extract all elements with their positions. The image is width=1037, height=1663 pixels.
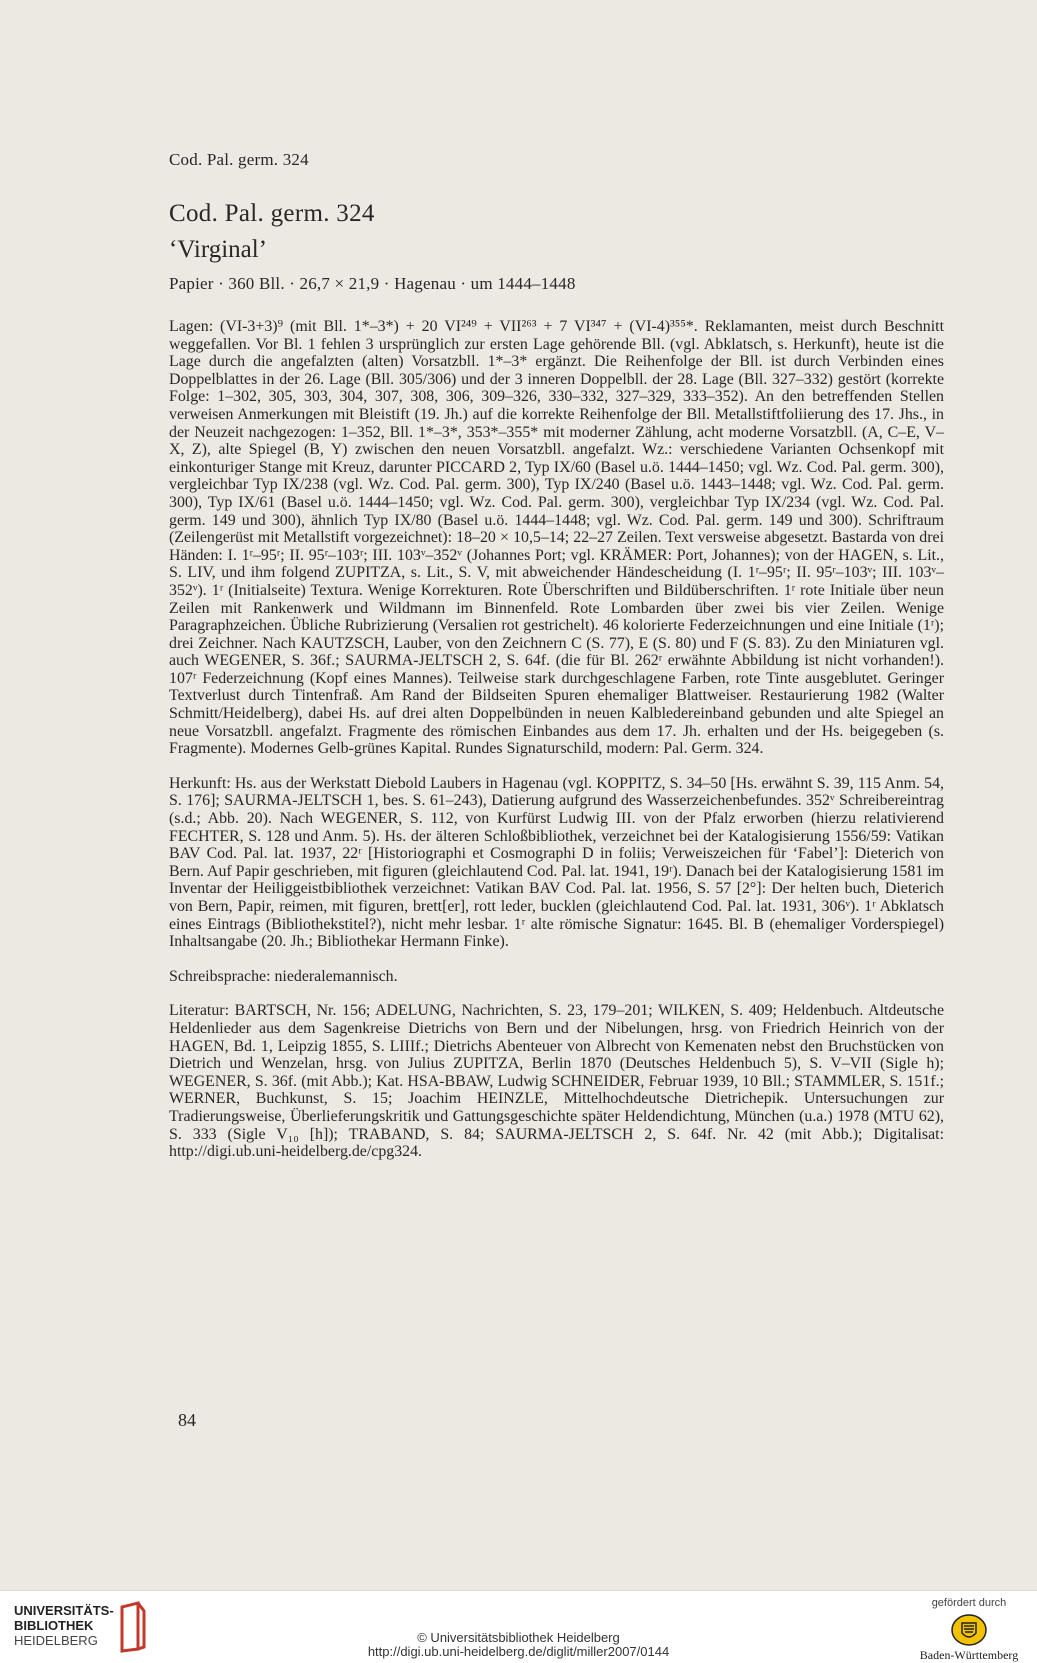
entry-heading [169, 200, 949, 294]
permalink-url[interactable]: http://digi.ub.uni-heidelberg.de/diglit/miller2007/0144 [367, 1644, 670, 1659]
copyright-notice: © Universitätsbibliothek Heidelberg [417, 1630, 620, 1645]
library-name-line3: HEIDELBERG [14, 1633, 98, 1648]
library-name-line1: UNIVERSITÄTS- [14, 1603, 114, 1618]
sponsor-label: gefördert durch [931, 1597, 1007, 1609]
manuscript-signature: Cod. Pal. germ. 324 [169, 200, 375, 227]
running-head: Cod. Pal. germ. 324 [169, 150, 309, 169]
codicology-paragraph: Lagen: (VI-3+3)⁹ (mit Bll. 1*–3*) + 20 VI²⁴⁹ + VII²⁶³ + 7 VI³⁴⁷ + (VI-4)³⁵⁵*. Reklamanten, meist durch Beschnitt weggefallen. Vor Bl. 1 fehlen 3 ursprünglich zur ersten Lage gehörende Bll. (vgl. Abklatsch, s. Herkunft), heute ist die Lage durch die angefalzten (alten) Vorsatzbll. 1*–3* ergänzt. Die Reihenfolge der Bll. ist durch Verbinden eines Doppelblattes in der 26. Lage (Bll. 305/306) und der 3 inneren Doppelbll. der 28. Lage (Bll. 327–332) gestört (korrekte Folge: 1–302, 305, 303, 304, 307, 308, 306, 309–326, 330–332, 327–329, 333–352). An den betreffenden Stellen verweisen Anmerkungen mit Bleistift (19. Jh.) auf die korrekte Reihenfolge der Bll. Metallstiftfoliierung des 17. Jhs., in der Neuzeit nachgezogen: 1–352, Bll. 1*–3*, 353*–355* mit moderner Zählung, acht moderne Vorsatzbll. (A, C–E, V–X, Z), alte Spiegel (B, Y) zwischen den neuen Vorsatzbll. angefalzt. Wz.: verschiedene Varianten Ochsenkopf mit einkonturiger Stange mit Kreuz, darunter PICCARD 2, Typ IX/60 (Basel u.ö. 1444–1450; vgl. Wz. Cod. Pal. germ. 300), vergleichbar Typ IX/238 (vgl. Wz. Cod. Pal. germ. 300), Typ IX/240 (Basel u.ö. 1443–1448; vgl. Wz. Cod. Pal. germ. 300), Typ IX/61 (Basel u.ö. 1444–1450; vgl. Wz. Cod. Pal. germ. 300), vergleichbar Typ IX/234 (vgl. Wz. Cod. Pal. germ. 149 und 300), ähnlich Typ IX/80 (Basel u.ö. 1444–1448; vgl. Wz. Cod. Pal. germ. 149 und 300). Schriftraum (Zeilengerüst mit Metallstift vorgezeichnet): 18–20 × 10,5–14; 22–27 Zeilen. Text versweise abgesetzt. Bastarda von drei Händen: I. 1ʳ–95ʳ; II. 95ʳ–103ʳ; III. 103ᵛ–352ᵛ (Johannes Port; vgl. KRÄMER: Port, Johannes); von der HAGEN, s. Lit., S. LIV, und ihm folgend ZUPITZA, s. Lit., S. V, mit abweichender Händescheidung (I. 1ʳ–95ʳ; II. 95ʳ–103ᵛ; III. 103ᵛ–352ᵛ). 1ʳ (Initialseite) Textura. Wenige Korrekturen. Rote Überschriften und Bildüberschriften. 1ʳ rote Initiale über neun Zeilen mit Rankenwerk und Wildmann im Binnenfeld. Rote Lombarden über zwei bis vier Zeilen. Wenige Paragraphzeichen. Übliche Rubrizierung (Versalien rot gestrichelt). 46 kolorierte Federzeichnungen und eine Initiale (1ʳ); drei Zeichner. Nach KAUTZSCH, Lauber, von den Zeichnern C (S. 77), E (S. 80) und F (S. 83). Zu den Miniaturen vgl. auch WEGENER, S. 36f.; SAURMA-JELTSCH 2, S. 64f. (die für Bl. 262ʳ erwähnte Abbildung ist nicht vorhanden!). 107ʳ Federzeichnung (Kopf eines Mannes). Teilweise stark durchgeschlagene Farben, rote Tinte ausgeblutet. Geringer Textverlust durch Tintenfraß. Am Rand der Bildseiten Spuren ehemaliger Blattweiser. Restaurierung 1982 (Walter Schmitt/Heidelberg), dabei Hs. auf drei alten Doppelbünden in neuen Kalbledereinband gebunden und alte Spiegel an neue Vorsatzbll. angefalzt. Fragmente des römischen Einbandes aus dem 17. Jh. erhalten und der Hs. beigegeben (s. Fragmente). Modernes Gelb-grünes Kapital. Rundes Signaturschild, modern: Pal. Germ. 324. [169, 318, 944, 758]
page-number: 84 [178, 1410, 196, 1430]
library-name-line2: BIBLIOTHEK [14, 1618, 94, 1633]
sponsor-block[interactable] [909, 1597, 1029, 1663]
literature-paragraph: Literatur: BARTSCH, Nr. 156; ADELUNG, Nachrichten, S. 23, 179–201; WILKEN, S. 409; Heldenbuch. Altdeutsche Heldenlieder aus dem Sagenkreise Dietrichs von Bern und der Nibelungen, hrsg. von Friedrich Heinrich von der HAGEN, Bd. 1, Leipzig 1855, S. LIIIf.; Dietrichs Abenteuer von Albrecht von Kemenaten nebst den Bruchstücken von Dietrich und Wenzelan, hrsg. von Julius ZUPITZA, Berlin 1870 (Deutsches Heldenbuch 5), S. V–VII (Sigle h); WEGENER, S. 36f. (mit Abb.); Kat. HSA-BBAW, Ludwig SCHNEIDER, Februar 1939, 10 Bll.; STAMMLER, S. 151f.; WERNER, Buchkunst, S. 15; Joachim HEINZLE, Mittelhochdeutsche Dietrichepik. Untersuchungen zur Tradierungsweise, Überlieferungskritik und Gattungsgeschichte später Heldendichtung, München (u.a.) 1978 (MTU 62), S. 333 (Sigle V₁₀ [h]); TRABAND, S. 84; SAURMA-JELTSCH 2, S. 64f. Nr. 42 (mit Abb.); Digitalisat: http://digi.ub.uni-heidelberg.de/cpg324. [169, 1002, 944, 1161]
coat-of-arms-icon [949, 1613, 989, 1647]
provenance-paragraph: Herkunft: Hs. aus der Werkstatt Diebold Laubers in Hagenau (vgl. KOPPITZ, S. 34–50 [Hs. erwähnt S. 39, 115 Anm. 54, S. 176]; SAURMA-JELTSCH 1, bes. S. 61–243), Datierung aufgrund des Wasserzeichenbefundes. 352ᵛ Schreibereintrag (s.d.; Abb. 20). Nach WEGENER, S. 112, von Kurfürst Ludwig III. von der Pfalz erworben (hierzu relativierend FECHTER, S. 128 und Anm. 5). Hs. der älteren Schloßbibliothek, verzeichnet bei der Katalogisierung 1556/59: Vatikan BAV Cod. Pal. lat. 1937, 22ʳ [Historiographi et Cosmographi D in foliis; Verweiszeichen für ‘Fabel’]: Dieterich von Bern. Auf Papir geschrieben, mit figuren (gleichlautend Cod. Pal. lat. 1941, 19ʳ). Danach bei der Katalogisierung 1581 im Inventar der Heiliggeistbibliothek verzeichnet: Vatikan BAV Cod. Pal. lat. 1956, S. 57 [2°]: Der helten buch, Dieterich von Bern, Papir, reimen, mit figuren, brett[er], rott leder, bucklen (gleichlautend Cod. Pal. lat. 1931, 306ᵛ). 1ʳ Abklatsch eines Eintrags (Bibliothekstitel?), nicht mehr lesbar. 1ʳ alte römische Signatur: 1645. Bl. B (ehemaliger Vorderspiegel) Inhaltsangabe (20. Jh.; Bibliothekar Hermann Finke). [169, 774, 944, 951]
viewer-footer [0, 1590, 1037, 1663]
work-title: ‘Virginal’ [169, 236, 268, 263]
sponsor-name: Baden-Württemberg [919, 1648, 1019, 1662]
physical-description: Papier · 360 Bll. · 26,7 × 21,9 · Hagenau · um 1444–1448 [169, 274, 576, 293]
copyright-block [0, 1631, 1037, 1659]
language-paragraph: Schreibsprache: niederalemannisch. [169, 967, 398, 985]
description-body [169, 318, 944, 1178]
